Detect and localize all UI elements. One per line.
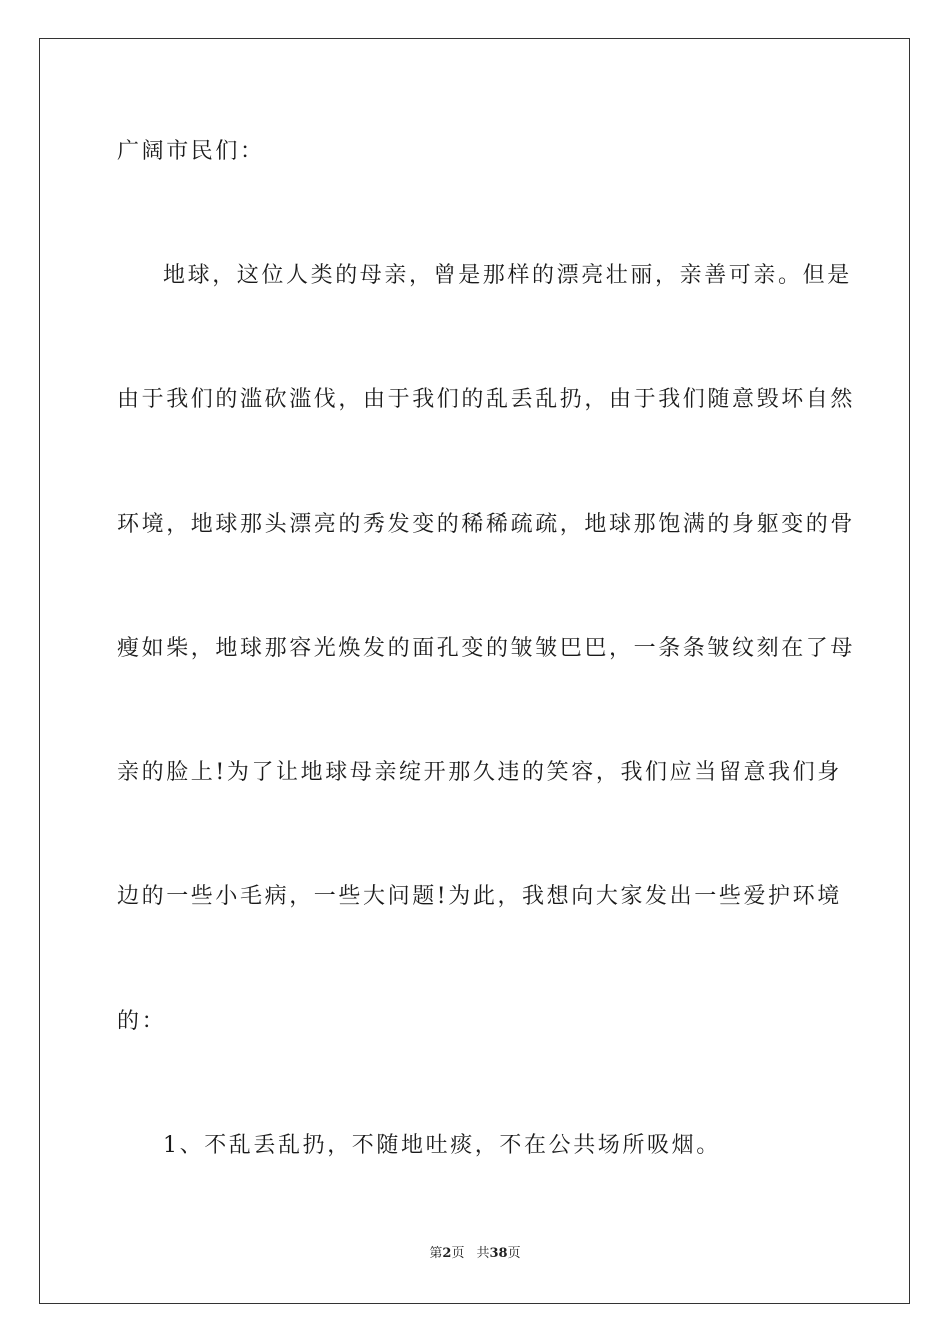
paragraph-line: 环境，地球那头漂亮的秀发变的稀稀疏疏，地球那饱满的身躯变的骨 [117,512,856,537]
footer-page-suffix: 页 [451,1246,465,1261]
footer-total-suffix: 页 [507,1246,521,1261]
page-footer [0,1245,950,1263]
salutation-line: 广阔市民们： [117,139,265,164]
footer-total-prefix: 共 [476,1246,490,1261]
paragraph-line: 边的一些小毛病，一些大问题!为此，我想向大家发出一些爱护环境 [117,884,842,909]
paragraph-line: 由于我们的滥砍滥伐，由于我们的乱丢乱扔，由于我们随意毁坏自然 [117,387,856,412]
paragraph-line: 的： [117,1009,167,1034]
list-item-line: 1、不乱丢乱扔，不随地吐痰，不在公共场所吸烟。 [163,1133,721,1158]
paragraph-line: 瘦如柴，地球那容光焕发的面孔变的皱皱巴巴，一条条皱纹刻在了母 [117,636,856,661]
paragraph-line: 地球，这位人类的母亲，曾是那样的漂亮壮丽，亲善可亲。但是 [163,263,852,288]
page-border [39,38,910,1304]
footer-page-number: 2 [442,1246,452,1261]
footer-total-pages: 38 [489,1246,508,1261]
footer-page-prefix: 第 [429,1246,443,1261]
paragraph-line: 亲的脸上!为了让地球母亲绽开那久违的笑容，我们应当留意我们身 [117,760,842,785]
